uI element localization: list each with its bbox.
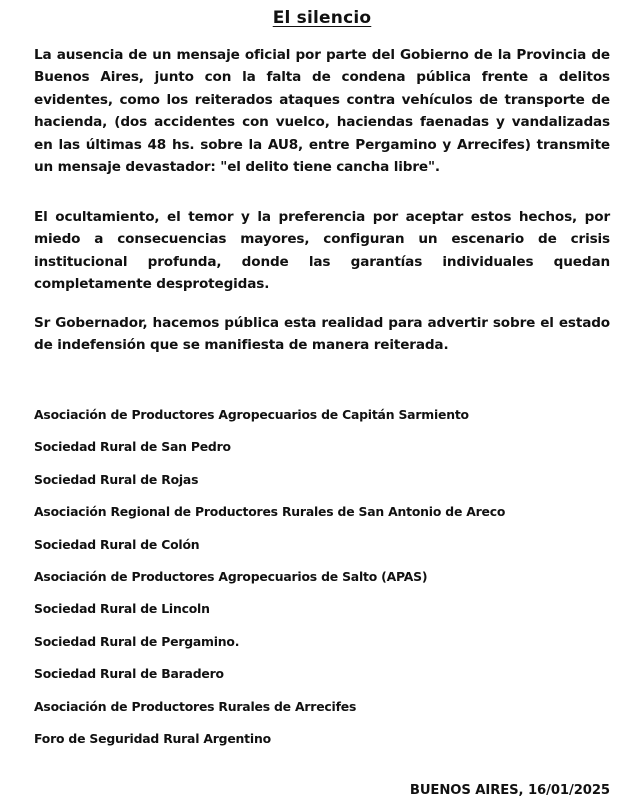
document-title: El silencio <box>272 8 372 28</box>
signatory-item: Asociación de Productores Rurales de Arrecifes <box>34 698 357 714</box>
signatory-item: Sociedad Rural de Lincoln <box>34 601 210 617</box>
signatory-item: Foro de Seguridad Rural Argentino <box>34 730 271 746</box>
signatories-list <box>34 404 614 760</box>
signatory-item: Asociación de Productores Agropecuarios de Capitán Sarmiento <box>34 407 469 422</box>
paragraph-2: El ocultamiento, el temor y la preferencia por aceptar estos hechos, por miedo a consecuencias mayores, configuran un escenario de crisis institucional profunda, donde las garantías individuales quedan completamente desprotegidas. <box>34 209 610 293</box>
signatory-item: Asociación Regional de Productores Rurales de San Antonio de Areco <box>34 504 506 520</box>
paragraph-1: La ausencia de un mensaje oficial por parte del Gobierno de la Provincia de Buenos Aires, junto con la falta de condena pública frente a delitos evidentes, como los reiterados ataques contra vehículos de transporte de hacienda, (dos accidentes con vuelco, haciendas faenadas y vandalizadas en las últimas 48 hs. sobre la AU8, entre Pergamino y Arrecifes) transmite un mensaje devastador: "el delito tiene cancha libre". <box>34 47 610 176</box>
paragraph-3: Sr Gobernador, hacemos pública esta realidad para advertir sobre el estado de indefensión que se manifiesta de manera reiterada. <box>34 315 610 354</box>
signatory-item: Sociedad Rural de Colón <box>34 536 200 552</box>
signatory-item: Sociedad Rural de Pergamino. <box>34 633 240 649</box>
signatory-item: Sociedad Rural de Baradero <box>34 666 224 682</box>
dateline: BUENOS AIRES, 16/01/2025 <box>409 783 610 798</box>
signatory-item: Asociación de Productores Agropecuarios de Salto (APAS) <box>34 568 428 584</box>
signatory-item: Sociedad Rural de San Pedro <box>34 439 231 455</box>
signatory-item: Sociedad Rural de Rojas <box>34 471 199 487</box>
